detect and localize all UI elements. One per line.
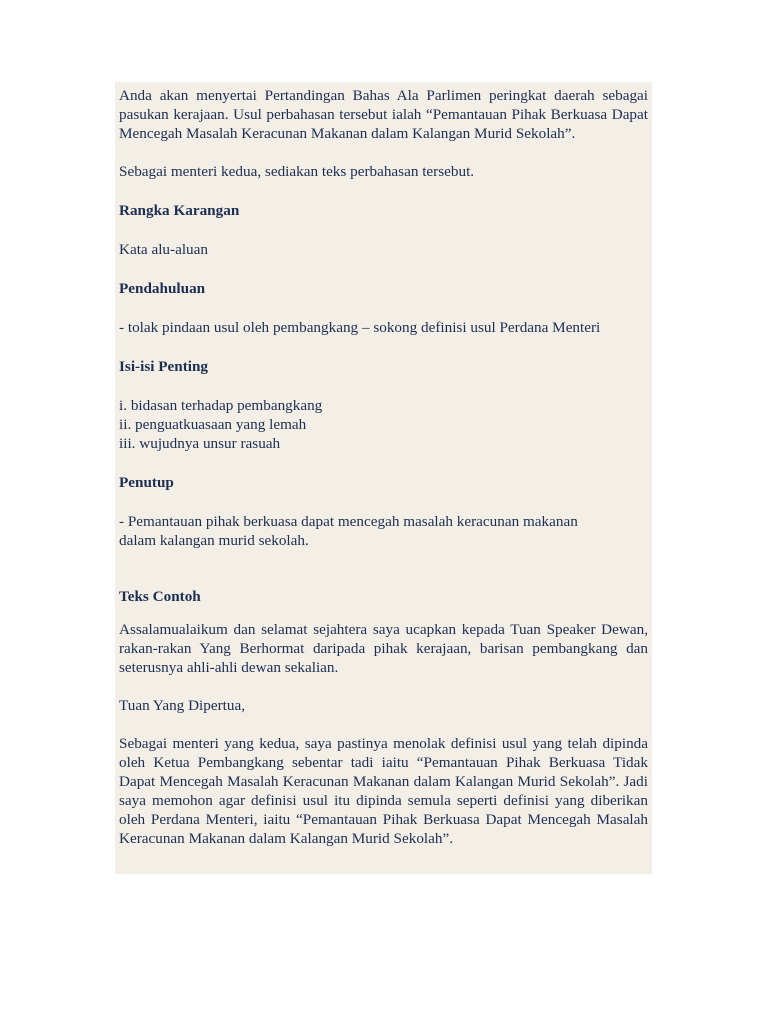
points-heading: Isi-isi Penting xyxy=(119,358,209,375)
intro-heading: Pendahuluan xyxy=(119,280,206,297)
closing-point xyxy=(119,512,648,550)
question-paragraph: Anda akan menyertai Pertandingan Bahas Ala Parlimen peringkat daerah sebagai pasukan kerajaan. Usul perbahasan tersebut ialah “Pemantauan Pihak Berkuasa Dapat Mencegah Masalah Keracunan Makanan dalam Kalangan Murid Sekolah”. xyxy=(119,87,648,142)
list-item: ii. penguatkuasaan yang lemah xyxy=(119,416,307,433)
list-item: iii. wujudnya unsur rasuah xyxy=(119,435,281,452)
outline-heading: Rangka Karangan xyxy=(119,202,240,219)
list-item: i. bidasan terhadap pembangkang xyxy=(119,397,323,414)
points-list xyxy=(119,396,648,453)
closing-line: - Pemantauan pihak berkuasa dapat mencegah masalah keracunan makanan xyxy=(119,513,578,530)
sample-paragraph-greeting: Assalamualaikum dan selamat sejahtera saya ucapkan kepada Tuan Speaker Dewan, rakan-rakan Yang Berhormat daripada pihak kerajaan, barisan pembangkang dan seterusnya ahli-ahli dewan sekalian. xyxy=(119,621,648,676)
sample-paragraph-main: Sebagai menteri yang kedua, saya pastinya menolak definisi usul yang telah dipinda oleh Ketua Pembangkang sebentar tadi iaitu “Pemantauan Pihak Berkuasa Tidak Dapat Mencegah Masalah Keracunan Makanan dalam Kalangan Murid Sekolah”. Jadi saya memohon agar definisi usul itu dipinda semula seperti definisi yang diberikan oleh Perdana Menteri, iaitu “Pemantauan Pihak Berkuasa Dapat Mencegah Masalah Keracunan Makanan dalam Kalangan Murid Sekolah”. xyxy=(119,735,648,847)
closing-heading: Penutup xyxy=(119,474,174,491)
address-line: Tuan Yang Dipertua, xyxy=(119,697,246,714)
closing-line: dalam kalangan murid sekolah. xyxy=(119,532,309,549)
document-body xyxy=(115,82,652,874)
greeting-line: Kata alu-aluan xyxy=(119,241,208,258)
intro-point: - tolak pindaan usul oleh pembangkang – sokong definisi usul Perdana Menteri xyxy=(119,319,601,336)
sample-heading: Teks Contoh xyxy=(119,588,201,605)
task-instruction: Sebagai menteri kedua, sediakan teks perbahasan tersebut. xyxy=(119,163,475,180)
